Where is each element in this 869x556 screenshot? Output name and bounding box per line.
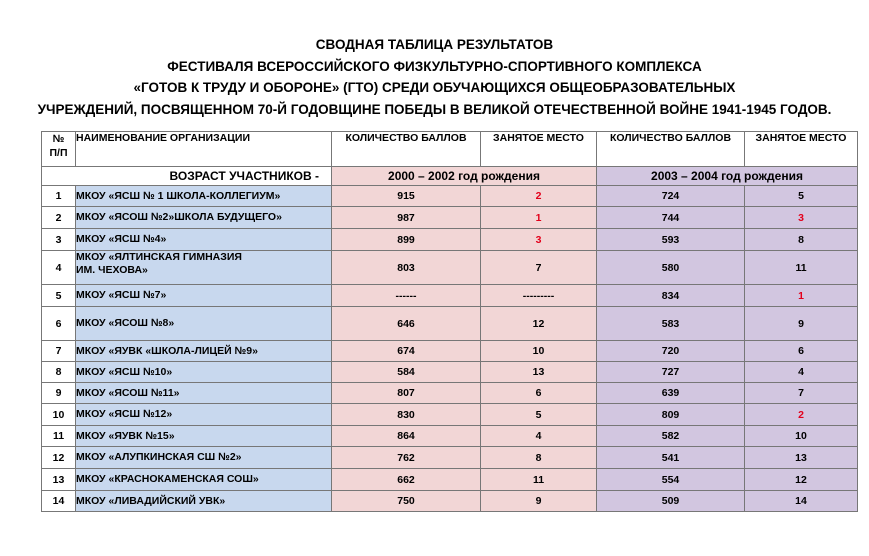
document-title [0, 34, 869, 120]
org-name [76, 362, 332, 383]
place-2000-2002: 12 [481, 307, 597, 341]
header-score-1: КОЛИЧЕСТВО БАЛЛОВ [332, 132, 481, 167]
results-table [41, 131, 858, 512]
row-number: 3 [42, 229, 76, 251]
place-2000-2002: 1 [481, 207, 597, 229]
row-number: 6 [42, 307, 76, 341]
org-name [76, 469, 332, 491]
table-row [42, 229, 858, 251]
org-name [76, 251, 332, 285]
org-name [76, 383, 332, 404]
place-2000-2002: 3 [481, 229, 597, 251]
score-2000-2002: 915 [332, 186, 481, 207]
title-line-1: СВОДНАЯ ТАБЛИЦА РЕЗУЛЬТАТОВ [315, 37, 554, 52]
org-name-line1: МКОУ «ЯСОШ №8» [76, 317, 175, 329]
place-2000-2002: 11 [481, 469, 597, 491]
org-name-line1: МКОУ «ЯСОШ №2»ШКОЛА БУДУЩЕГО» [76, 211, 282, 223]
org-name [76, 491, 332, 512]
score-2003-2004: 583 [597, 307, 745, 341]
org-name-line1: МКОУ «ЯСШ № 1 ШКОЛА-КОЛЛЕГИУМ» [76, 189, 281, 202]
age-label: ВОЗРАСТ УЧАСТНИКОВ - [42, 167, 332, 186]
score-2003-2004: 809 [597, 404, 745, 426]
title-line-2: ФЕСТИВАЛЯ ВСЕРОССИЙСКОГО ФИЗКУЛЬТУРНО-СПОРТИВНОГО КОМПЛЕКСА [167, 58, 702, 74]
table-row [42, 341, 858, 362]
org-name-line1: МКОУ «ЯУВК №15» [76, 429, 175, 442]
table-row [42, 426, 858, 447]
place-2000-2002: 7 [481, 251, 597, 285]
table-row [42, 207, 858, 229]
header-place-2: ЗАНЯТОЕ МЕСТО [745, 132, 858, 167]
age-row [42, 167, 858, 186]
place-2003-2004: 14 [745, 491, 858, 512]
row-number: 10 [42, 404, 76, 426]
age-group-1: 2000 – 2002 год рождения [332, 167, 597, 186]
score-2003-2004: 509 [597, 491, 745, 512]
table-row [42, 251, 858, 285]
title-line-4: УЧРЕЖДЕНИЙ, ПОСВЯЩЕННОМ 70-Й ГОДОВЩИНЕ ПОБЕДЫ В ВЕЛИКОЙ ОТЕЧЕСТВЕННОЙ ВОЙНЕ 1941-1945 ГОДОВ. [37, 101, 832, 117]
place-2003-2004: 8 [745, 229, 858, 251]
score-2000-2002: 674 [332, 341, 481, 362]
org-name-line1: МКОУ «ЯСШ №12» [76, 408, 173, 420]
row-number: 14 [42, 491, 76, 512]
table-row [42, 447, 858, 469]
place-2000-2002: 6 [481, 383, 597, 404]
org-name [76, 207, 332, 229]
row-number: 12 [42, 447, 76, 469]
score-2000-2002: 584 [332, 362, 481, 383]
org-name-line1: МКОУ «ЯСШ №7» [76, 289, 167, 301]
header-place-1: ЗАНЯТОЕ МЕСТО [481, 132, 597, 167]
row-number: 13 [42, 469, 76, 491]
org-name-line2: ИМ. ЧЕХОВА» [76, 264, 148, 276]
place-2003-2004: 2 [745, 404, 858, 426]
row-number: 2 [42, 207, 76, 229]
row-number: 7 [42, 341, 76, 362]
score-2000-2002: 807 [332, 383, 481, 404]
score-2000-2002: 899 [332, 229, 481, 251]
place-2000-2002: 9 [481, 491, 597, 512]
place-2003-2004: 3 [745, 207, 858, 229]
row-number: 1 [42, 186, 76, 207]
row-number: 8 [42, 362, 76, 383]
table-body [42, 186, 858, 512]
org-name-line1: МКОУ «ЯЛТИНСКАЯ ГИМНАЗИЯ [76, 251, 242, 263]
header-org: НАИМЕНОВАНИЕ ОРГАНИЗАЦИИ [76, 132, 332, 167]
score-2000-2002: 750 [332, 491, 481, 512]
score-2000-2002: 762 [332, 447, 481, 469]
header-num-line2: П/П [49, 147, 68, 159]
score-2000-2002: 864 [332, 426, 481, 447]
place-2000-2002: --------- [481, 285, 597, 307]
org-name [76, 229, 332, 251]
org-name-line1: МКОУ «ЯСШ №4» [76, 233, 167, 245]
place-2000-2002: 2 [481, 186, 597, 207]
org-name [76, 341, 332, 362]
place-2003-2004: 10 [745, 426, 858, 447]
table-row [42, 285, 858, 307]
score-2000-2002: ------ [332, 285, 481, 307]
header-num [42, 132, 76, 167]
org-name [76, 426, 332, 447]
score-2003-2004: 834 [597, 285, 745, 307]
place-2003-2004: 4 [745, 362, 858, 383]
place-2003-2004: 6 [745, 341, 858, 362]
header-score-2: КОЛИЧЕСТВО БАЛЛОВ [597, 132, 745, 167]
org-name-line1: МКОУ «КРАСНОКАМЕНСКАЯ СОШ» [76, 473, 259, 485]
score-2000-2002: 662 [332, 469, 481, 491]
place-2000-2002: 10 [481, 341, 597, 362]
title-line-3: «ГОТОВ К ТРУДУ И ОБОРОНЕ» (ГТО) СРЕДИ ОБУЧАЮЩИХСЯ ОБЩЕОБРАЗОВАТЕЛЬНЫХ [133, 80, 736, 95]
place-2003-2004: 9 [745, 307, 858, 341]
org-name-line1: МКОУ «АЛУПКИНСКАЯ СШ №2» [76, 451, 242, 463]
header-num-line1: № [52, 133, 65, 145]
table-row [42, 469, 858, 491]
row-number: 5 [42, 285, 76, 307]
score-2003-2004: 744 [597, 207, 745, 229]
score-2003-2004: 541 [597, 447, 745, 469]
table-row [42, 491, 858, 512]
org-name-line1: МКОУ «ЯСОШ №11» [76, 386, 180, 399]
org-name [76, 404, 332, 426]
row-number: 4 [42, 251, 76, 285]
org-name [76, 285, 332, 307]
table-row [42, 362, 858, 383]
table-row [42, 383, 858, 404]
score-2003-2004: 582 [597, 426, 745, 447]
row-number: 11 [42, 426, 76, 447]
place-2000-2002: 13 [481, 362, 597, 383]
score-2003-2004: 639 [597, 383, 745, 404]
place-2000-2002: 8 [481, 447, 597, 469]
table-row [42, 404, 858, 426]
score-2003-2004: 720 [597, 341, 745, 362]
place-2000-2002: 4 [481, 426, 597, 447]
org-name-line1: МКОУ «ЯСШ №10» [76, 365, 173, 378]
score-2003-2004: 580 [597, 251, 745, 285]
score-2003-2004: 554 [597, 469, 745, 491]
org-name [76, 447, 332, 469]
org-name-line1: МКОУ «ЯУВК «ШКОЛА-ЛИЦЕЙ №9» [76, 344, 258, 357]
place-2003-2004: 7 [745, 383, 858, 404]
table-row [42, 186, 858, 207]
score-2003-2004: 593 [597, 229, 745, 251]
score-2003-2004: 727 [597, 362, 745, 383]
header-row [42, 132, 858, 167]
score-2003-2004: 724 [597, 186, 745, 207]
score-2000-2002: 646 [332, 307, 481, 341]
score-2000-2002: 830 [332, 404, 481, 426]
org-name [76, 186, 332, 207]
place-2003-2004: 11 [745, 251, 858, 285]
place-2003-2004: 13 [745, 447, 858, 469]
age-group-2: 2003 – 2004 год рождения [597, 167, 858, 186]
table-row [42, 307, 858, 341]
row-number: 9 [42, 383, 76, 404]
place-2003-2004: 5 [745, 186, 858, 207]
place-2000-2002: 5 [481, 404, 597, 426]
org-name-line1: МКОУ «ЛИВАДИЙСКИЙ УВК» [76, 494, 226, 507]
score-2000-2002: 987 [332, 207, 481, 229]
org-name [76, 307, 332, 341]
place-2003-2004: 12 [745, 469, 858, 491]
score-2000-2002: 803 [332, 251, 481, 285]
place-2003-2004: 1 [745, 285, 858, 307]
